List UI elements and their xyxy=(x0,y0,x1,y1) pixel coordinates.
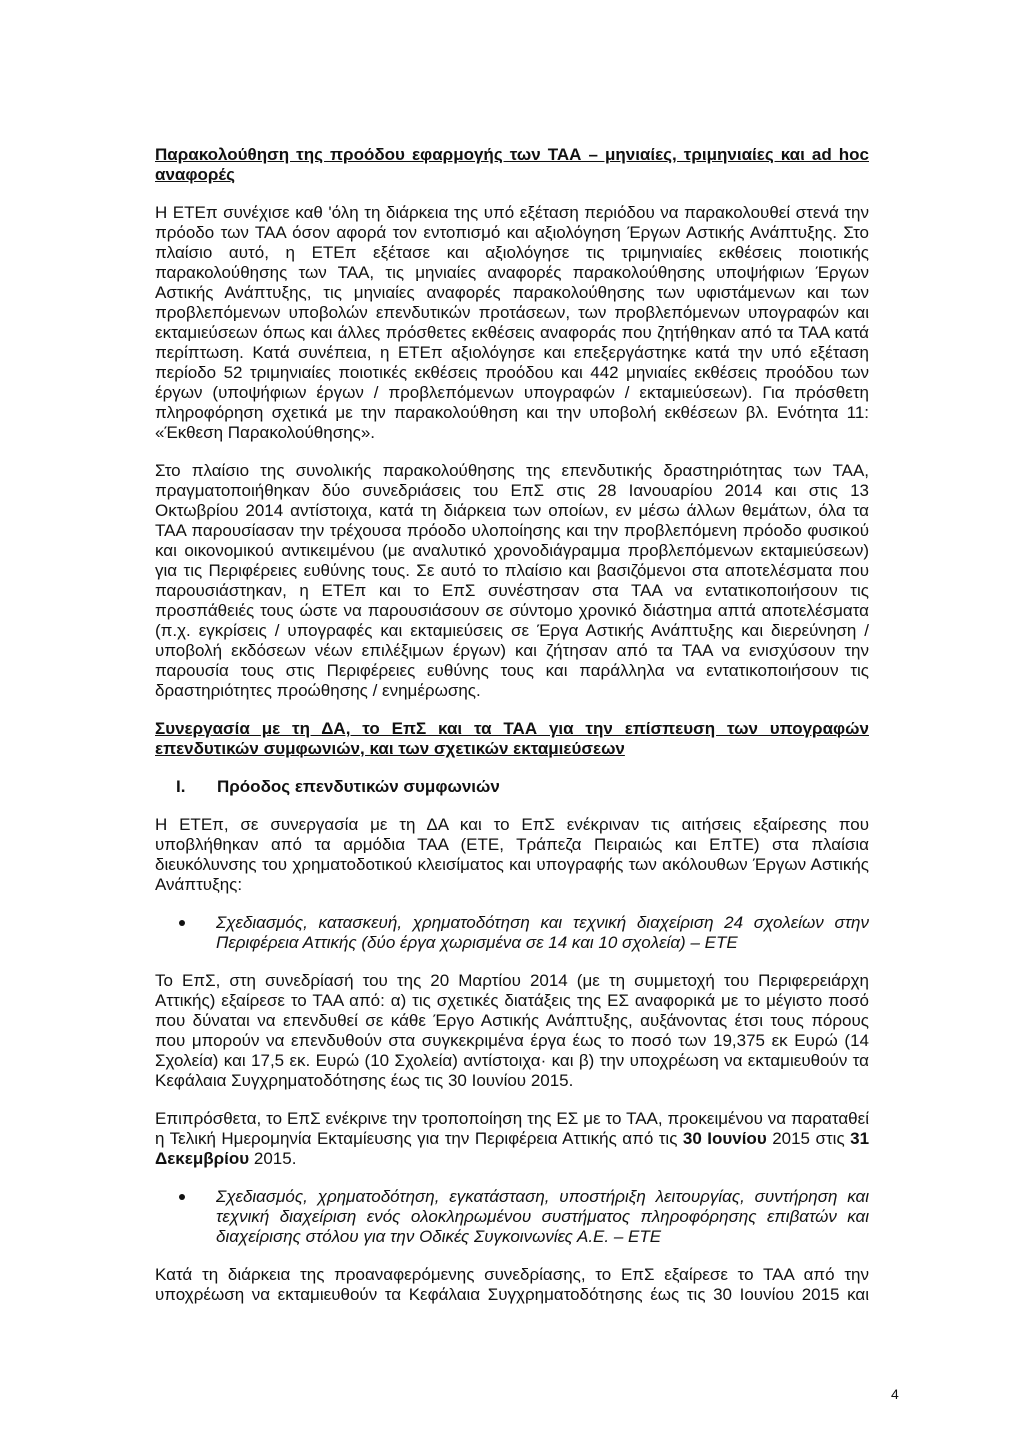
deadline-extension-paragraph xyxy=(155,1109,869,1169)
section-heading-monitoring: Παρακολούθηση της προόδου εφαρμογής των ΤΑΑ – μηνιαίες, τριμηνιαίες και ad hoc αναφορές xyxy=(155,145,869,184)
monitoring-paragraph-2: Στο πλαίσιο της συνολικής παρακολούθησης της επενδυτικής δραστηριότητας των ΤΑΑ, πραγματοποιήθηκαν δύο συνεδριάσεις του ΕπΣ στις 28 Ιανουαρίου 2014 και στις 13 Οκτωβρίου 2014 αντίστοιχα, κατά τη διάρκεια των οποίων, εν μέσω άλλων θεμάτων, όλα τα ΤΑΑ παρουσίασαν την τρέχουσα πρόοδο υλοποίησης και την προβλεπόμενη πρόοδο φυσικού και οικονομικού αντικειμένου (με αναλυτικό χρονοδιάγραμμα προβλεπόμενων εκταμιεύσεων) για τις Περιφέρειες ευθύνης τους. Σε αυτό το πλαίσιο και βασιζόμενοι στα αποτελέσματα που παρουσιάστηκαν, η ΕΤΕπ και το ΕπΣ συνέστησαν στα ΤΑΑ να εντατικοποιήσουν τις προσπάθειές τους ώστε να παρουσιάσουν σε σύντομο χρονικό διάστημα απτά αποτελέσματα (π.χ. εγκρίσεις / υπογραφές και εκταμιεύσεις σε Έργα Αστικής Ανάπτυξης και διερεύνηση / υποβολή εκδόσεων νέων επιλέξιμων έργων) και ζήτησαν από τα ΤΑΑ να ενισχύσουν την παρουσία τους στις Περιφέρειες ευθύνης τους και παράλληλα να εντατικοποιήσουν τις δραστηριότητες προώθησης / ενημέρωσης. xyxy=(155,461,869,700)
extension-text-before: Επιπρόσθετα, το ΕπΣ ενέκρινε την τροποποίηση της ΕΣ με το ΤΑΑ, προκειμένου να παραταθεί η Τελική Ημερομηνία Εκταμίευσης για την Περιφέρεια Αττικής από τις xyxy=(155,1109,869,1148)
subsection-heading xyxy=(155,777,869,797)
page-body xyxy=(155,145,869,1323)
monitoring-paragraph-1: Η ΕΤΕπ συνέχισε καθ 'όλη τη διάρκεια της υπό εξέταση περιόδου να παρακολουθεί στενά την πρόοδο των ΤΑΑ όσον αφορά τον εντοπισμό και αξιολόγηση Έργων Αστικής Ανάπτυξης. Στο πλαίσιο αυτό, η ΕΤΕπ εξέτασε και αξιολόγησε τις τριμηνιαίες εκθέσεις ποιοτικής παρακολούθησης των ΤΑΑ, τις μηνιαίες αναφορές παρακολούθησης υποψήφιων Έργων Αστικής Ανάπτυξης, τις μηνιαίες αναφορές παρακολούθησης των υφιστάμενων και των προβλεπόμενων υποβολών επενδυτικών προτάσεων, των προβλεπόμενων υπογραφών και εκταμιεύσεων όπως και άλλες πρόσθετες εκθέσεις αναφοράς που ζητήθηκαν από τα ΤΑΑ κατά περίπτωση. Κατά συνέπεια, η ΕΤΕπ αξιολόγησε και επεξεργάστηκε κατά την υπό εξέταση περίοδο 52 τριμηνιαίες ποιοτικές εκθέσεις προόδου και 442 μηνιαίες εκθέσεις προόδου των έργων (υποψήφιων έργων / προβλεπόμενων υπογραφών / εκταμιεύσεων). Για πρόσθετη πληροφόρηση σχετικά με την παρακολούθηση και την υποβολή εκθέσεων βλ. Ενότητα 11: «Έκθεση Παρακολούθησης». xyxy=(155,203,869,442)
bullet-text: Σχεδιασμός, κατασκευή, χρηματοδότηση και τεχνική διαχείριση 24 σχολείων στην Περιφέρεια Αττικής (δύο έργα χωρισμένα σε 14 και 10 σχολεία) – ΕΤΕ xyxy=(216,913,869,952)
project-bullet-passenger-info xyxy=(155,1187,869,1247)
section-heading-cooperation: Συνεργασία με τη ΔΑ, το ΕπΣ και τα ΤΑΑ για την επίσπευση των υπογραφών επενδυτικών συμφωνιών, και των σχετικών εκταμιεύσεων xyxy=(155,719,869,758)
extension-text-middle: 2015 στις xyxy=(772,1129,845,1148)
bullet-icon xyxy=(179,1194,185,1200)
passenger-info-exemption-paragraph: Κατά τη διάρκεια της προαναφερόμενης συνεδρίασης, το ΕπΣ εξαίρεσε το ΤΑΑ από την υποχρέωση να εκταμιευθούν τα Κεφάλαια Συγχρηματοδότησης έως τις 30 Ιουνίου 2015 και xyxy=(155,1265,869,1304)
subsection-number: I. xyxy=(176,777,186,796)
bullet-gutter xyxy=(155,1187,216,1247)
bullet-gutter xyxy=(155,913,216,953)
extension-text-after: 2015. xyxy=(253,1149,297,1168)
subsection-intro-paragraph: Η ΕΤΕπ, σε συνεργασία με τη ΔΑ και το ΕπΣ ενέκριναν τις αιτήσεις εξαίρεσης που υποβλήθηκαν από τα αρμόδια ΤΑΑ (ΕΤΕ, Τράπεζα Πειραιώς και ΕπΤΕ) στα πλαίσια διευκόλυνσης του χρηματοδοτικού κλεισίματος και υπογραφής των ακόλουθων Έργων Αστικής Ανάπτυξης: xyxy=(155,815,869,894)
bullet-text: Σχεδιασμός, χρηματοδότηση, εγκατάσταση, υποστήριξη λειτουργίας, συντήρηση και τεχνική διαχείριση ενός ολοκληρωμένου συστήματος πληροφόρησης επιβατών και διαχείρισης στόλου για την Οδικές Συγκοινωνίες Α.Ε. – ΕΤΕ xyxy=(216,1187,869,1246)
bullet-icon xyxy=(179,920,185,926)
schools-exemption-paragraph: Το ΕπΣ, στη συνεδρίασή του της 20 Μαρτίου 2014 (με τη συμμετοχή του Περιφερειάρχη Αττικής) εξαίρεσε το ΤΑΑ από: α) τις σχετικές διατάξεις της ΕΣ αναφορικά με το μέγιστο ποσό που δύναται να επενδυθεί σε κάθε Έργο Αστικής Ανάπτυξης, αυξάνοντας έτσι τους πόρους που μπορούν να επενδυθούν στα συγκεκριμένα έργα έως το ποσό των 19,375 εκ Ευρώ (14 Σχολεία) και 17,5 εκ. Ευρώ (10 Σχολεία) αντίστοιχα· και β) την υποχρέωση να εκταμιευθούν τα Κεφάλαια Συγχρηματοδότησης έως τις 30 Ιουνίου 2015. xyxy=(155,971,869,1090)
page-number: 4 xyxy=(891,1386,899,1402)
subsection-title: Πρόοδος επενδυτικών συμφωνιών xyxy=(217,777,500,796)
new-deadline: 31 Δεκεμβρίου xyxy=(155,1129,870,1168)
original-deadline: 30 Ιουνίου xyxy=(682,1129,767,1148)
project-bullet-schools xyxy=(155,913,869,953)
